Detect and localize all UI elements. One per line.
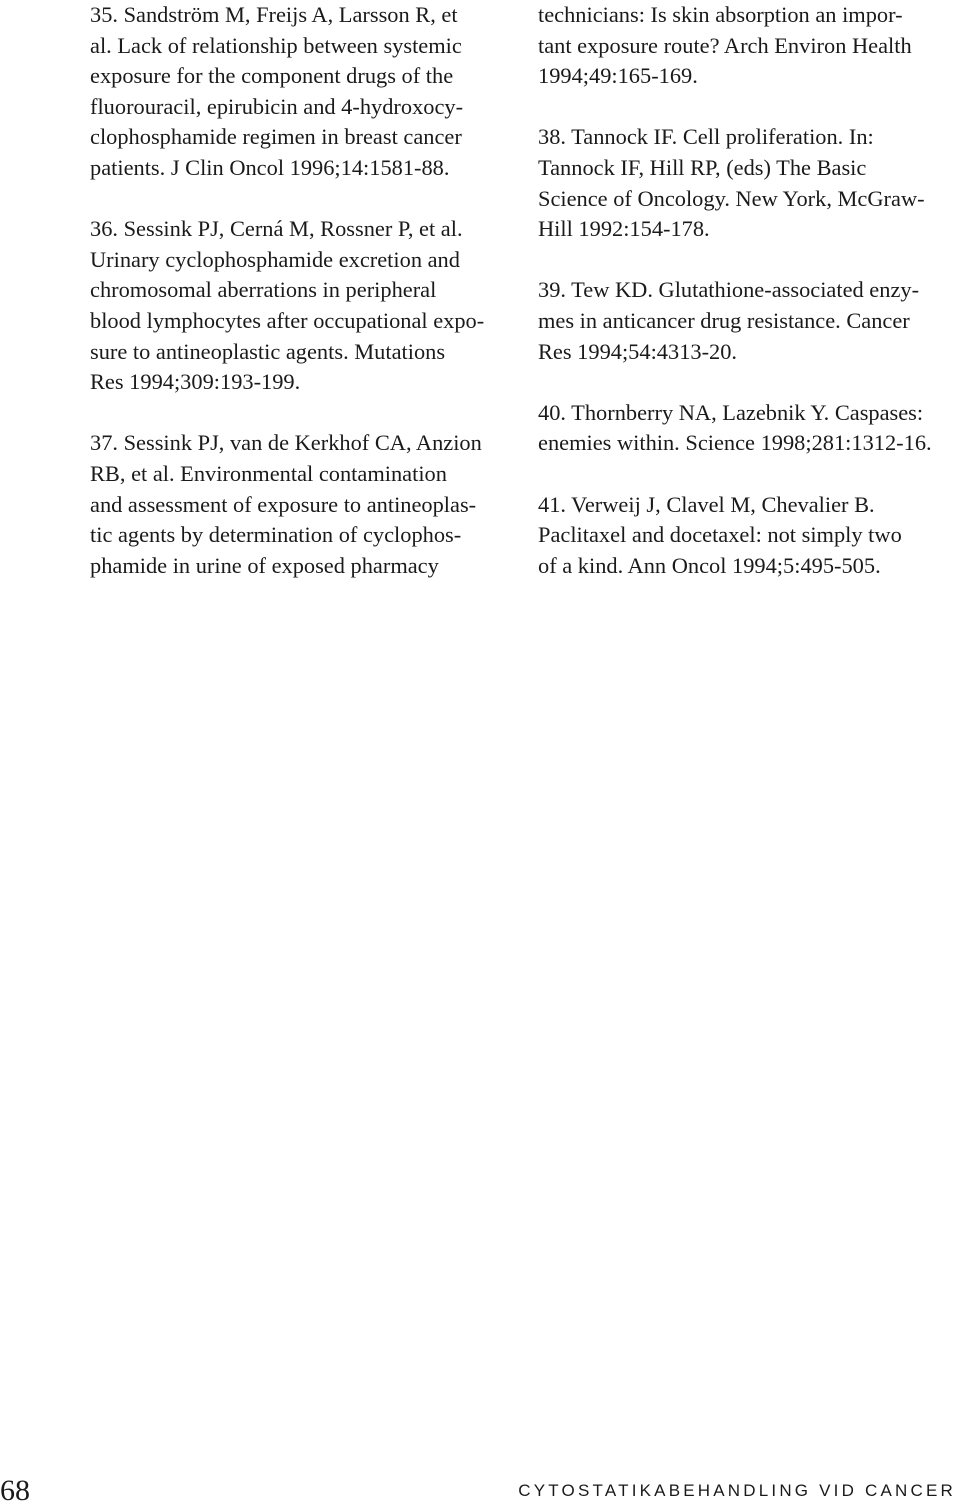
page-number: 68 [0, 1474, 30, 1507]
reference-line: chromosomal aberrations in peripheral [90, 277, 437, 303]
reference-line: 37. Sessink PJ, van de Kerkhof CA, Anzion [90, 430, 482, 456]
reference-line: 39. Tew KD. Glutathione-associated enzy- [538, 277, 920, 303]
reference-line: 35. Sandström M, Freijs A, Larsson R, et [90, 2, 458, 27]
reference-line: 40. Thornberry NA, Lazebnik Y. Caspases: [538, 399, 924, 425]
reference-line: Urinary cyclophosphamide excretion and [90, 246, 460, 272]
reference-line: phamide in urine of exposed pharmacy [90, 552, 439, 578]
reference-item-36 [90, 214, 510, 398]
reference-line: tant exposure route? Arch Environ Health [538, 32, 912, 58]
reference-line: patients. J Clin Oncol 1996;14:1581-88. [90, 154, 450, 180]
reference-item-37 [90, 428, 510, 581]
reference-line: technicians: Is skin absorption an impor- [538, 2, 903, 27]
reference-line: 38. Tannock IF. Cell proliferation. In: [538, 124, 874, 150]
reference-item-37-continued [538, 0, 958, 92]
reference-line: enemies within. Science 1998;281:1312-16. [538, 430, 932, 456]
reference-line: tic agents by determination of cyclophos- [90, 522, 462, 548]
reference-line: 36. Sessink PJ, Cerná M, Rossner P, et al. [90, 216, 463, 242]
reference-line: Res 1994;54:4313-20. [538, 338, 738, 364]
reference-line: mes in anticancer drug resistance. Cancer [538, 307, 910, 333]
running-title: CYTOSTATIKABEHANDLING VID CANCER [518, 1481, 956, 1500]
reference-line: fluorouracil, epirubicin and 4-hydroxocy- [90, 93, 464, 119]
reference-item-38 [538, 122, 958, 244]
reference-line: al. Lack of relationship between systemic [90, 32, 462, 58]
reference-column-left [90, 0, 510, 612]
reference-line: Science of Oncology. New York, McGraw- [538, 185, 925, 211]
reference-line: Paclitaxel and docetaxel: not simply two [538, 522, 902, 548]
reference-item-39 [538, 275, 958, 367]
reference-line: blood lymphocytes after occupational expo- [90, 307, 485, 333]
reference-line: Tannock IF, Hill RP, (eds) The Basic [538, 154, 867, 180]
reference-line: exposure for the component drugs of the [90, 63, 454, 89]
reference-column-right [538, 0, 958, 612]
reference-line: RB, et al. Environmental contamination [90, 460, 447, 486]
reference-line: clophosphamide regimen in breast cancer [90, 124, 462, 150]
reference-line: and assessment of exposure to antineoplas- [90, 491, 477, 517]
reference-item-40 [538, 398, 958, 459]
reference-line: Res 1994;309:193-199. [90, 369, 301, 395]
reference-line: 1994;49:165-169. [538, 63, 698, 89]
reference-line: of a kind. Ann Oncol 1994;5:495-505. [538, 552, 881, 578]
reference-item-35 [90, 0, 510, 184]
reference-item-41 [538, 490, 958, 582]
reference-line: sure to antineoplastic agents. Mutations [90, 338, 446, 364]
reference-line: Hill 1992:154-178. [538, 216, 710, 242]
reference-line: 41. Verweij J, Clavel M, Chevalier B. [538, 491, 875, 517]
